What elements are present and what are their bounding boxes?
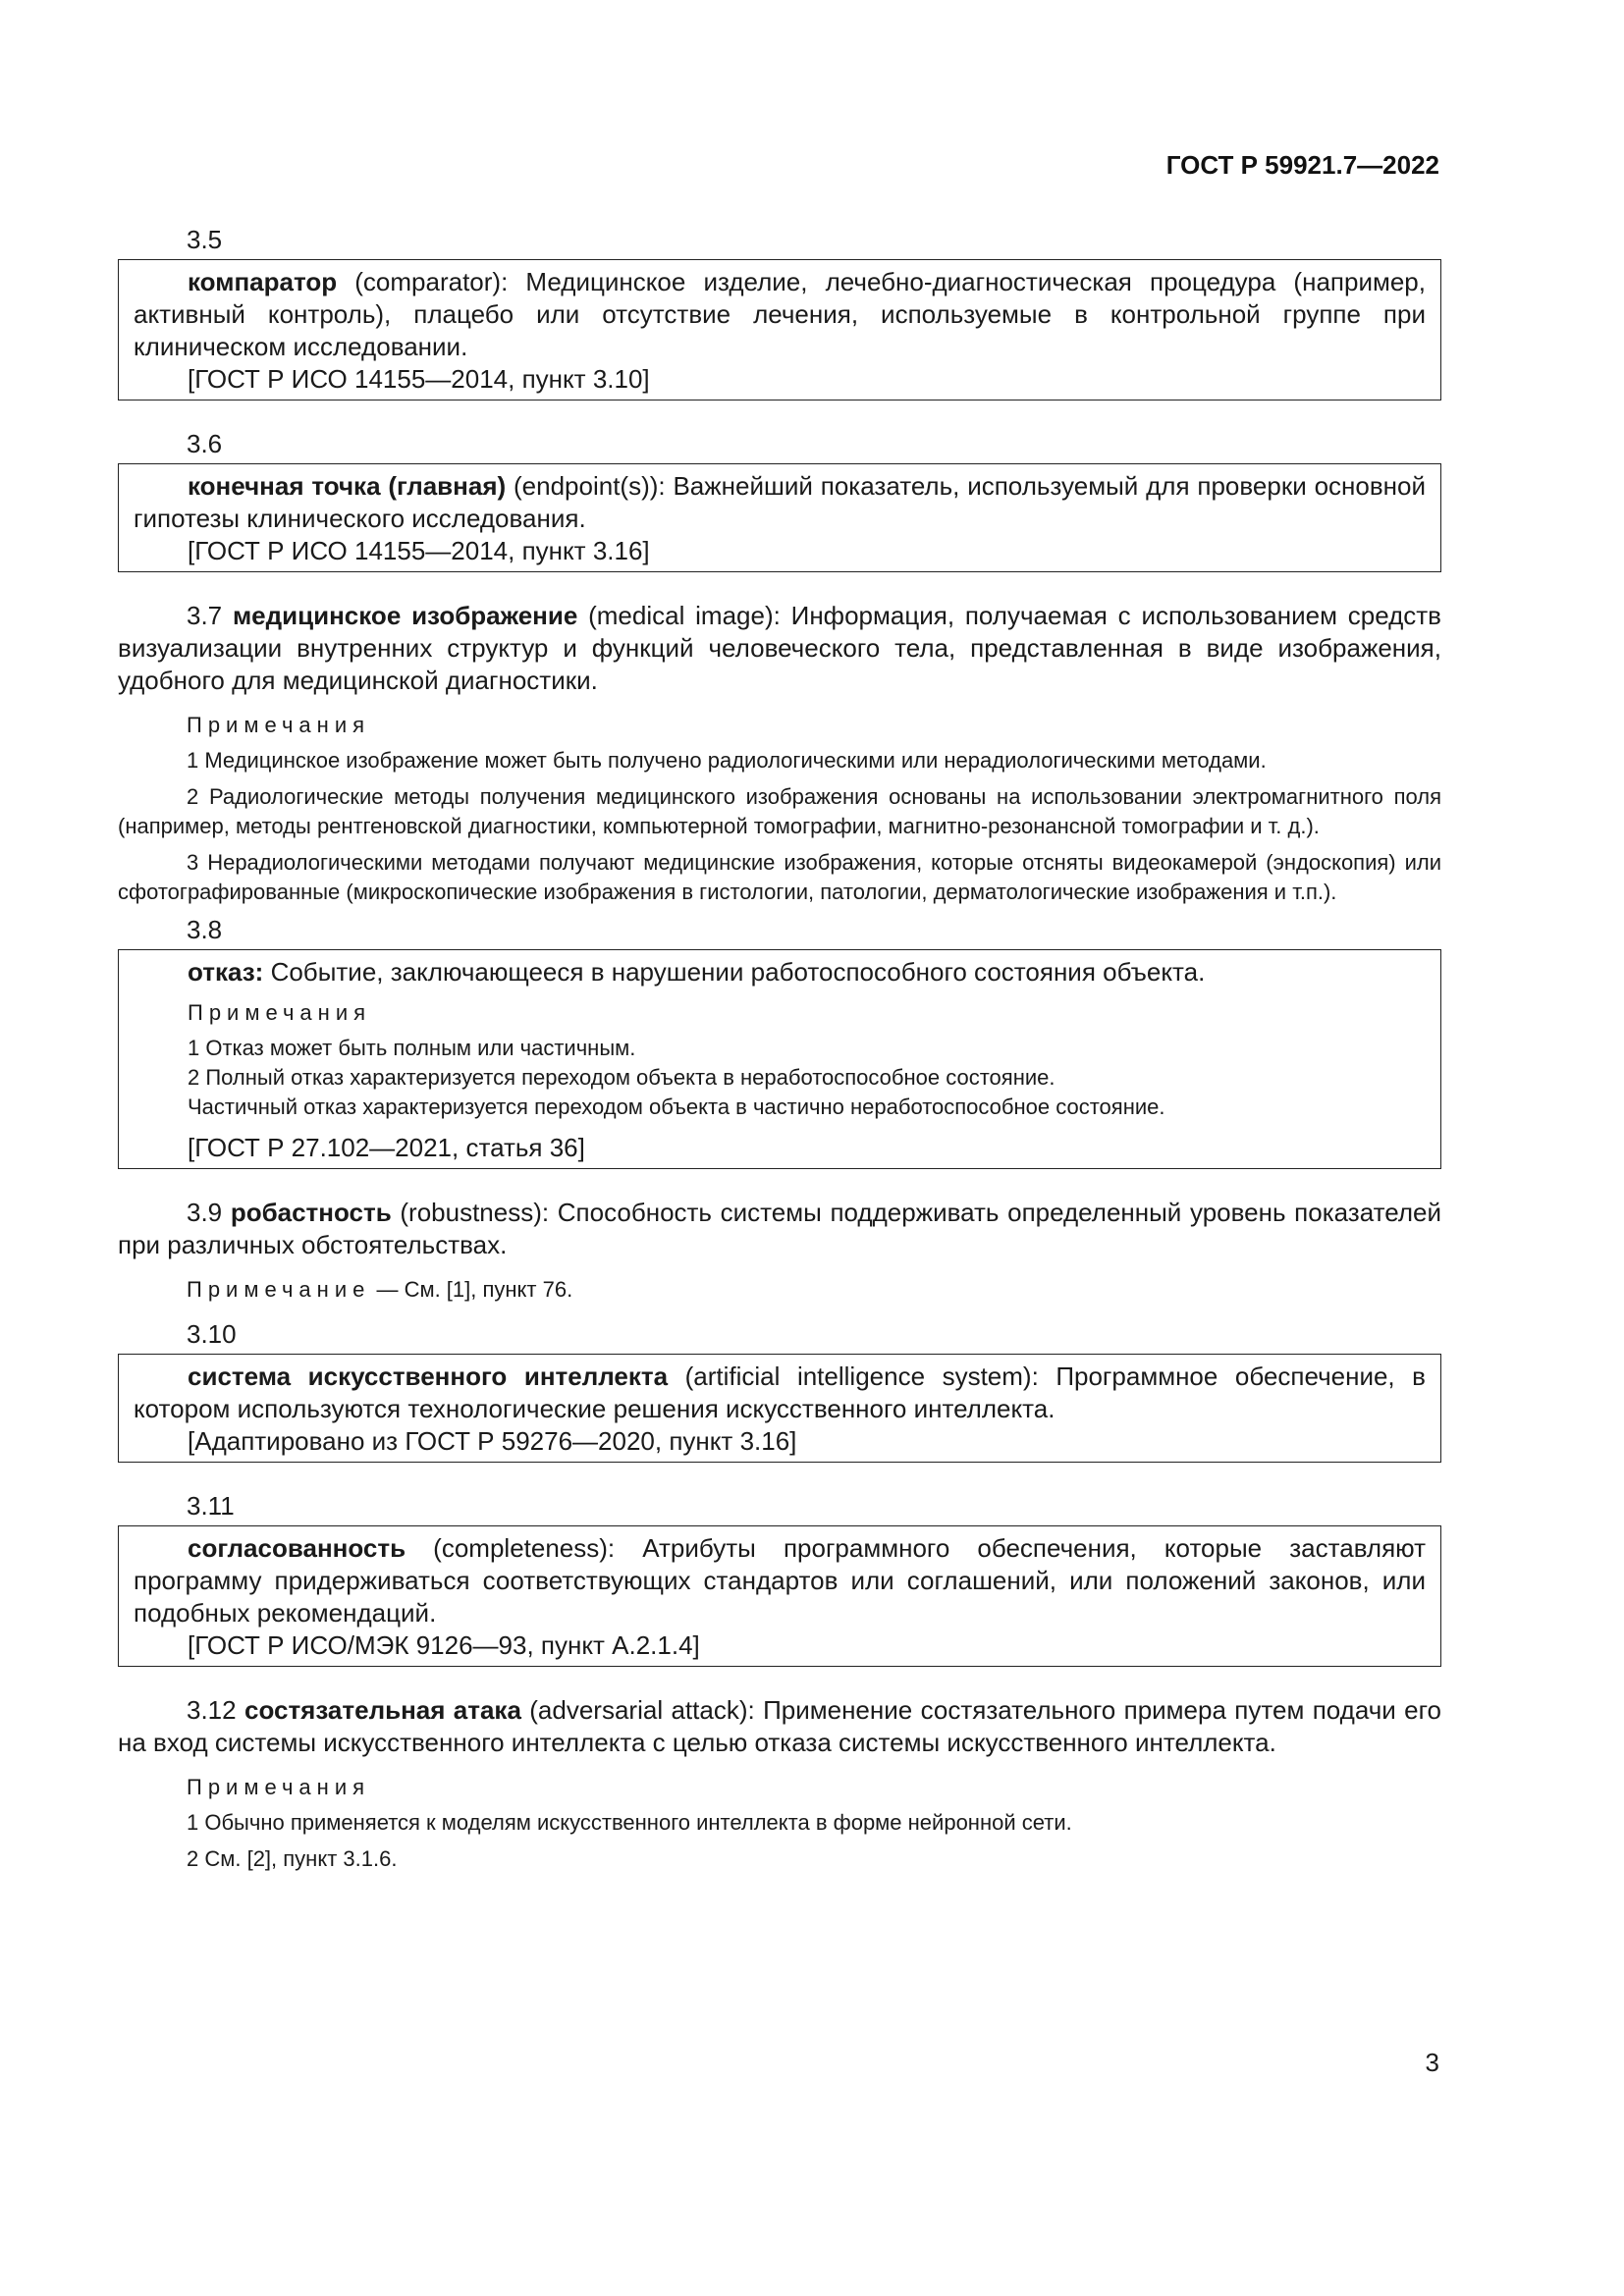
definition-text: (artificial intelligence system): Программное обеспечение, в котором используются технологические решения искусственного интеллекта. [134,1362,1426,1423]
term-name: состязательная атака [244,1695,521,1725]
note-text: — См. [1], пункт 76. [370,1277,573,1302]
term-name: компаратор [188,267,338,296]
term-name: система искусственного интеллекта [188,1362,669,1391]
term-box-endpoint [118,463,1441,572]
term-name: конечная точка (главная) [188,471,507,501]
term-name: медицинское изображение [232,601,578,630]
term-number: 3.6 [187,429,223,458]
definition-text: (medical image): Информация, получаемая с использованием средств визуализации внутренних структур и функций человеческого тела, представленная в виде изображения, удобного для медицинской диагностики. [118,601,1441,695]
page-content [118,224,1441,1881]
term-source: [ГОСТ Р ИСО 14155—2014, пункт 3.16] [188,536,650,565]
term-name: отказ: [188,957,264,987]
term-box-ai-system [118,1354,1441,1463]
term-robustness [118,1197,1441,1261]
note-item: 1 Медицинское изображение может быть получено радиологическими или нерадиологическими методами. [187,748,1267,773]
notes-heading: Примечания [188,1000,372,1025]
note-inline [118,1275,1441,1305]
term-number: 3.5 [187,225,223,254]
note-item: 3 Нерадиологическими методами получают медицинские изображения, которые отсняты видеокамерой (эндоскопия) или сфотографированные (микроскопические изображения в гистологии, патологии, дерматологические изображения и т.п.). [118,850,1441,904]
definition-text: Событие, заключающееся в нарушении работоспособного состояния объекта. [263,957,1206,987]
notes-heading: Примечания [187,713,371,737]
note-item: 2 См. [2], пункт 3.1.6. [187,1846,398,1871]
definition-text: (endpoint(s)): Важнейший показатель, используемый для проверки основной гипотезы клинического исследования. [134,471,1426,533]
term-number: 3.10 [187,1319,237,1349]
term-medical-image [118,600,1441,697]
term-box-completeness [118,1525,1441,1667]
term-source: [ГОСТ Р ИСО/МЭК 9126—93, пункт А.2.1.4] [188,1630,700,1660]
note-item: 2 Радиологические методы получения медицинского изображения основаны на использовании электромагнитного поля (например, методы рентгеновской диагностики, компьютерной томографии, магнитно-резонансной томографии и т. д.). [118,784,1441,838]
term-number: 3.12 [187,1695,237,1725]
term-source: [ГОСТ Р ИСО 14155—2014, пункт 3.10] [188,364,650,394]
term-definition [134,1361,1426,1425]
term-number: 3.11 [187,1491,235,1521]
note-item: 1 Отказ может быть полным или частичным. [188,1036,636,1060]
definition-text: (adversarial attack): Применение состязательного примера путем подачи его на вход системы искусственного интеллекта с целью отказа системы искусственного интеллекта. [118,1695,1441,1757]
term-number: 3.8 [187,915,223,944]
term-definition [134,956,1426,988]
term-definition [134,1532,1426,1629]
definition-text: (comparator): Медицинское изделие, лечебно-диагностическая процедура (например, активный контроль), плацебо или отсутствие лечения, используемые в контрольной группе при клиническом исследовании. [134,267,1426,361]
term-number: 3.7 [187,601,223,630]
document-id: ГОСТ Р 59921.7—2022 [1165,150,1439,180]
definition-text: (robustness): Способность системы поддерживать определенный уровень показателей при различных обстоятельствах. [118,1198,1441,1259]
term-number: 3.9 [187,1198,223,1227]
term-definition [134,470,1426,535]
term-box-comparator [118,259,1441,400]
note-item: Частичный отказ характеризуется переходом объекта в частично неработоспособное состояние. [188,1095,1165,1119]
page-number: 3 [1425,2048,1439,2077]
note-item: 1 Обычно применяется к моделям искусственного интеллекта в форме нейронной сети. [187,1810,1072,1835]
term-source: [Адаптировано из ГОСТ Р 59276—2020, пункт 3.16] [188,1426,797,1456]
definition-text: (completeness): Атрибуты программного обеспечения, которые заставляют программу придерживаться соответствующих стандартов или соглашений, или положений законов, или подобных рекомендаций. [134,1533,1426,1628]
term-definition [134,266,1426,363]
notes-heading: Примечания [187,1775,371,1799]
note-label: Примечание [187,1277,371,1302]
term-name: робастность [230,1198,392,1227]
term-name: согласованность [188,1533,406,1563]
note-item: 2 Полный отказ характеризуется переходом объекта в неработоспособное состояние. [188,1065,1056,1090]
term-box-failure [118,949,1441,1169]
term-adversarial-attack [118,1694,1441,1759]
term-source: [ГОСТ Р 27.102—2021, статья 36] [188,1133,585,1162]
